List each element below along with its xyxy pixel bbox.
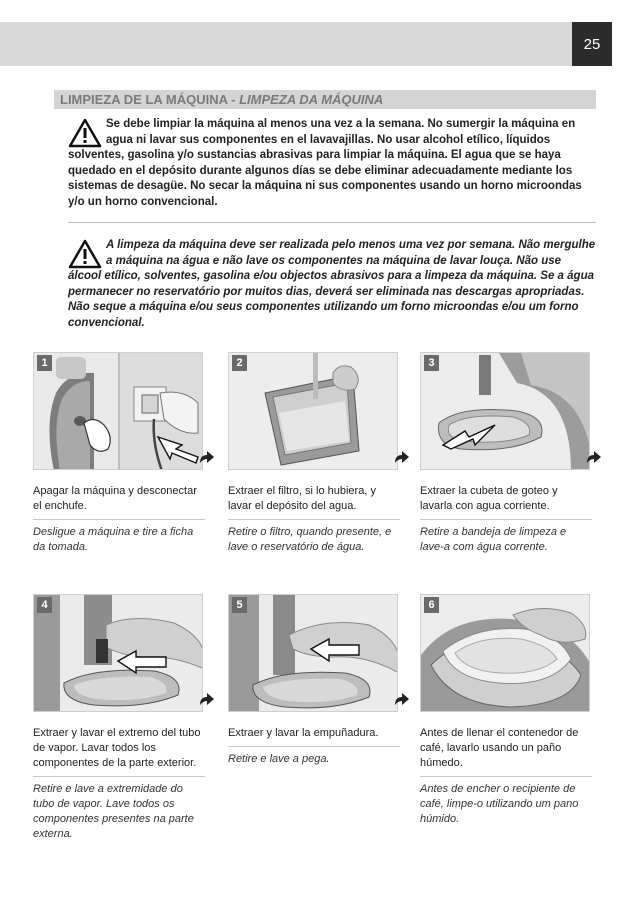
step-number: 1 [37, 355, 52, 371]
step-6-caption [420, 726, 592, 827]
step-1-illustration [33, 352, 203, 470]
warning-text-pt: A limpeza da máquina deve ser realizada pelo menos uma vez por semana. Não mergulhe a máquina na água e não lave os componentes na máquina de lavar louça. Não use álcool etílico, solventes, gasolina e/ou objectos abrasivos para a limpeza da máquina. Se a água permanecer no reservatório por muitos dias, deverá ser eliminada nas descargas apropriadas. Não seque a máquina e/ou seus componentes utilizando um forno microondas e/ou um forno convencional. [68, 239, 596, 329]
step-1-text-es: Apagar la máquina y desconectar el enchufe. [33, 484, 205, 520]
step-4-illustration [33, 594, 203, 712]
step-5-text-es: Extraer y lavar la empuñadura. [228, 726, 400, 747]
step-4-photo [33, 594, 203, 712]
step-6-text-es: Antes de llenar el contenedor de café, lavarlo usando un paño húmedo. [420, 726, 592, 777]
step-6-photo [420, 594, 590, 712]
section-title [54, 90, 596, 109]
step-2-illustration [228, 352, 398, 470]
warning-triangle-icon [68, 239, 102, 269]
step-6-text-pt: Antes de encher o recipiente de café, limpe-o utilizando um pano húmido. [420, 783, 579, 825]
step-2-text-es: Extraer el filtro, si lo hubiera, y lavar el depósito del agua. [228, 484, 400, 520]
next-arrow-icon [199, 692, 215, 706]
next-arrow-icon [394, 692, 410, 706]
step-3-text-pt: Retire a bandeja de limpeza e lave-a com água corrente. [420, 526, 567, 553]
warning-pt [68, 238, 596, 332]
step-5-caption [228, 726, 400, 767]
step-2-text-pt: Retire o filtro, quando presente, e lave o reservatório de água. [228, 526, 392, 553]
warning-es [68, 117, 596, 211]
page-number: 25 [572, 22, 612, 66]
divider [68, 222, 596, 223]
next-arrow-icon [199, 450, 215, 464]
next-arrow-icon [586, 450, 602, 464]
step-number: 6 [424, 597, 439, 613]
step-3-caption [420, 484, 592, 555]
section-title-es: LIMPIEZA DE LA MÁQUINA - [60, 92, 240, 107]
step-5-illustration [228, 594, 398, 712]
warning-triangle-icon [68, 118, 102, 148]
step-3-text-es: Extraer la cubeta de goteo y lavarla con agua corriente. [420, 484, 592, 520]
step-4-caption [33, 726, 205, 842]
step-number: 4 [37, 597, 52, 613]
step-4-text-es: Extraer y lavar el extremo del tubo de vapor. Lavar todos los componentes de la parte exterior. [33, 726, 205, 777]
step-number: 2 [232, 355, 247, 371]
step-6-illustration [420, 594, 590, 712]
step-1-photo [33, 352, 203, 470]
step-1-text-pt: Desligue a máquina e tire a ficha da tomada. [33, 526, 194, 553]
section-title-pt: LIMPEZA DA MÁQUINA [239, 92, 384, 107]
step-5-text-pt: Retire e lave a pega. [228, 753, 330, 765]
header-bar [0, 22, 572, 66]
warning-text-es: Se debe limpiar la máquina al menos una vez a la semana. No sumergir la máquina en agua ni lavar sus componentes en el lavavajillas. No usar alcohol etílico, líquidos solventes, gasolina y/o sustancias abrasivas para limpiar la máquina. El agua que se haya quedado en el depósito durante algunos días se debe eliminar adecuadamente mediante los sistemas de desagüe. No secar la máquina ni sus componentes usando un horno microondas y/o un horno convencional. [68, 118, 582, 208]
step-1-caption [33, 484, 205, 555]
step-number: 3 [424, 355, 439, 371]
step-2-caption [228, 484, 400, 555]
step-2-photo [228, 352, 398, 470]
step-number: 5 [232, 597, 247, 613]
step-3-illustration [420, 352, 590, 470]
step-4-text-pt: Retire e lave a extremidade do tubo de vapor. Lave todos os componentes presentes na parte externa. [33, 783, 194, 840]
step-5-photo [228, 594, 398, 712]
step-3-photo [420, 352, 590, 470]
next-arrow-icon [394, 450, 410, 464]
